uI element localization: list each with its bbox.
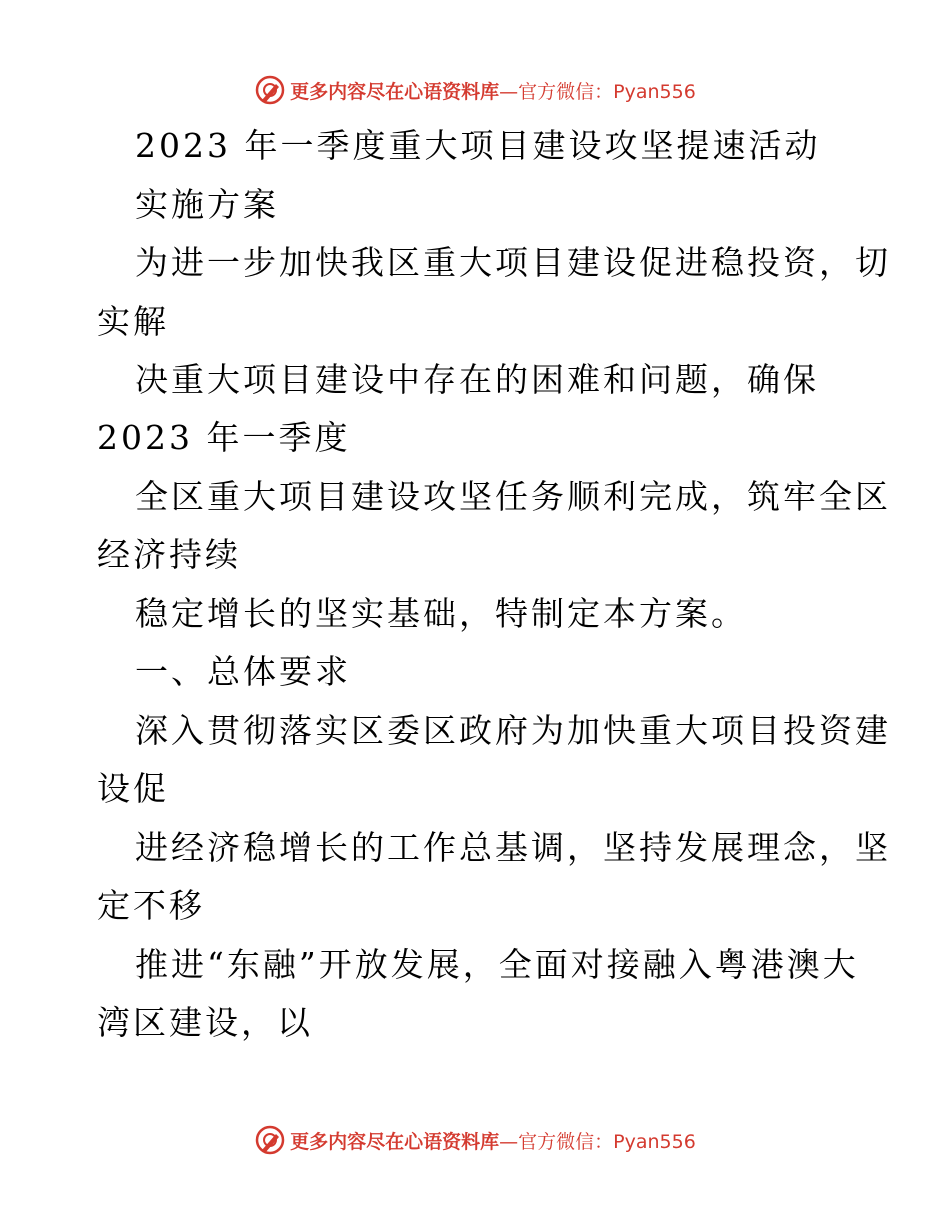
doc-text-line: 深入贯彻落实区委区政府为加快重大项目投资建 — [135, 711, 891, 750]
doc-text-line: 湾区建设，以 — [97, 1003, 313, 1042]
section-heading: 一、总体要求 — [135, 652, 351, 691]
doc-text-line: 决重大项目建设中存在的困难和问题，确保 — [135, 360, 819, 399]
doc-text-line: 推进“东融”开放发展，全面对接融入粤港澳大 — [135, 945, 859, 984]
pen-logo-icon — [254, 1124, 286, 1156]
doc-text-line: 实解 — [97, 302, 169, 341]
banner-wechat: —官方微信：Pyan556 — [499, 80, 696, 103]
banner-title: 更多内容尽在心语资料库 — [290, 1130, 500, 1153]
doc-text-line: 进经济稳增长的工作总基调，坚持发展理念，坚 — [135, 828, 891, 867]
doc-title-line-1: 2023 年一季度重大项目建设攻坚提速活动 — [135, 126, 821, 165]
doc-title-line-2: 实施方案 — [135, 185, 279, 224]
doc-text-line: 经济持续 — [97, 535, 241, 574]
doc-text-line: 为进一步加快我区重大项目建设促进稳投资，切 — [135, 243, 891, 282]
banner-title: 更多内容尽在心语资料库 — [290, 80, 500, 103]
doc-text-line: 稳定增长的坚实基础，特制定本方案。 — [135, 594, 747, 633]
doc-text-line: 全区重大项目建设攻坚任务顺利完成，筑牢全区 — [135, 477, 891, 516]
doc-text-line: 2023 年一季度 — [97, 418, 351, 457]
header-banner — [0, 70, 950, 110]
pen-logo-icon — [254, 74, 286, 106]
footer-banner — [0, 1120, 950, 1160]
doc-text-line: 设促 — [97, 769, 169, 808]
banner-wechat: —官方微信：Pyan556 — [499, 1130, 696, 1153]
doc-text-line: 定不移 — [97, 886, 205, 925]
